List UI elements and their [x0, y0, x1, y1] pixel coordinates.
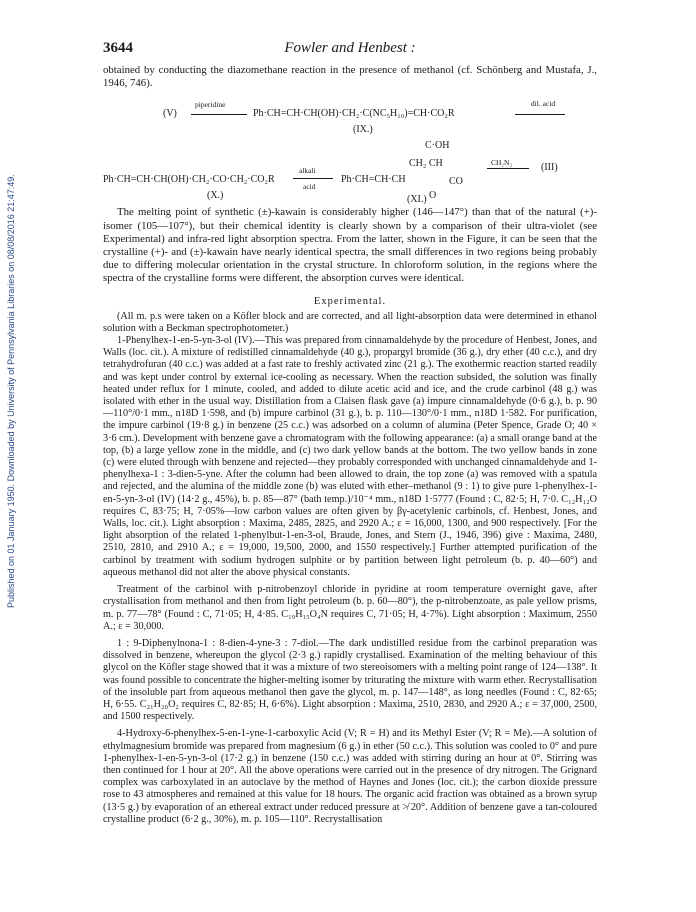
compound-v-label: (V)	[163, 108, 177, 120]
watermark-text: Published on 01 January 1950. Downloaded by University of Pennsylvania Libraries on 08/08/2016 21:47:49.	[6, 174, 16, 608]
reaction-scheme	[103, 96, 597, 206]
reagent-alkali: alkali	[299, 166, 316, 176]
compound-iii-label: (III)	[541, 162, 558, 174]
paragraph-carboxylic-acid: 4-Hydroxy-6-phenylhex-5-en-1-yne-1-carboxylic Acid (V; R = H) and its Methyl Ester (V; R = Me).—A solution of ethylmagnesium bromide was prepared from magnesium (6 g.) in ether (50 c.c.). This solution was cooled to 0° and pure 1-phenylhex-1-en-5-yn-3-ol (17·2 g.) in benzene (150 c.c.) was added with stirring during an hour at 0°. Stirring was then continued for 1 hour at 20°. All the above operations were carried out in the presence of dry nitrogen. The Grignard complex was carboxylated in an autoclave by the method of Haynes and Jones (loc. cit.); the carbon dioxide pressure rose to 43 atmospheres and remained at this value for 18 hours. The organic acid fraction was obtained as a brown syrup (13·5 g.) by evaporation of an ethereal extract under reduced pressure at ≯ 20°. Addition of benzene gave a tan-coloured crystalline product (6·2 g., 30%), m. p. 105—110°. Recrystallisation	[103, 728, 597, 825]
download-watermark	[4, 90, 18, 610]
experimental-note: (All m. p.s were taken on a Köfler block and are corrected, and all light-absorption data were determined in ethanol solution with a Beckman spectrophotometer.)	[103, 310, 597, 334]
section-heading-experimental: Experimental.	[313, 295, 387, 307]
paragraph-nitrobenzoate: Treatment of the carbinol with p-nitrobenzoyl chloride in pyridine at room temperature overnight gave, after crystallisation from methanol and then from light petroleum (b. p. 60—80°), the p-nitrobenzoate, as pale yellow prisms, m. p. 77—78° (Found : C, 71·05; H, 4·85. C₁₉H₁₅O₄N requires C, 71·05; H, 4·7%). Light absorption : Maximum, 2550 A.; ε = 30,000.	[103, 584, 597, 632]
formula-xi: Ph·CH=CH·CH	[341, 174, 406, 186]
reagent-ch2n2: CH₂N₂	[491, 158, 513, 168]
arrow-3	[293, 178, 333, 179]
page-number: 3644	[103, 40, 133, 56]
running-title: Fowler and Henbest :	[284, 40, 416, 56]
arrow-2	[515, 114, 565, 115]
kawain-paragraph: The melting point of synthetic (±)-kawain is considerably higher (146—147°) than that of the natural (+)-isomer (105—107°), but their chemical identity is clearly shown by a comparison of their ultra-violet (see Experimental) and infra-red light absorption spectra. From the latter, shown in the Figure, it can be seen that the crystalline (+)- and (±)-kawain have nearly identical spectra, the small differences in two regions being probably due to differing molecular orientation in the crystal structure. In chloroform solution, in the regions where the spectra of the crystalline forms were different, the absorption curves were identical.	[103, 206, 597, 285]
reagent-acid: acid	[303, 182, 316, 192]
compound-x-label: (X.)	[207, 190, 224, 202]
formula-ix: Ph·CH=CH·CH(OH)·CH₂·C(NC₅H₁₀)=CH·CO₂R	[253, 108, 455, 120]
arrow-1	[191, 114, 247, 115]
journal-page	[103, 40, 597, 826]
intro-paragraph: obtained by conducting the diazomethane reaction in the presence of methanol (cf. Schönberg and Mustafa, J., 1946, 746).	[103, 64, 597, 90]
reagent-piperidine: piperidine	[195, 100, 226, 110]
formula-coh: C·OH	[425, 140, 450, 152]
compound-xi-label: (XI.)	[407, 194, 427, 206]
paragraph-phenylhexenynol: 1-Phenylhex-1-en-5-yn-3-ol (IV).—This was prepared from cinnamaldehyde by the procedure of Henbest, Jones, and Walls (loc. cit.). A mixture of redistilled cinnamaldehyde (40 g.), propargyl bromide (36 g.), dry ether (40 c.c.), and dry tetrahydrofuran (40 c.c.) was added at a fast rate to freshly activated zinc (21 g.). The exothermic reaction started readily and was kept under control by external ice-cooling as necessary. When the reaction subsided, the solution was finally heated under reflux for 1 minute, cooled, and added to dilute acetic acid and ice, and the crude carbinol (48 g.) was isolated with ether in the usual way. Distillation from a Claisen flask gave (a) impure cinnamaldehyde (0·6 g.), b. p. 90—110°/0·1 mm., n18D 1·598, and (b) impure carbinol (31 g.), b. p. 110—130°/0·1 mm., n18D 1·582. For purification, the impure carbinol (19·8 g.) in benzene (25 c.c.) was adsorbed on a column of alumina (Peter Spence, Grade O; 40 × 3·6 cm.). Development with benzene gave a chromatogram with the following appearance: (a) a small orange band at the top, (b) a large yellow zone in the middle, and (c) two dark yellow bands at the bottom. The two yellow bands in zone (c) were eluted through with benzene and rejected—they probably corresponded with unchanged cinnamaldehyde and 1-phenylhexa-1 : 3-dien-5-yne. After the column had been allowed to drain, the top zone (a) was removed with a spatula and rejected, and the alumina of the middle zone (b) was eluted with ether–methanol (9 : 1) to give pure 1-phenylhex-1-en-5-yn-3-ol (IV) (14·2 g., 45%), b. p. 85—87° (bath temp.)/10⁻⁴ mm., n18D 1·5777 (Found : C, 82·5; H, 7·0. C₁₂H₁₂O requires C, 83·75; H, 7·05%—low carbon values are often given by βγ-acetylenic carbinols, cf. Henbest, Jones, and Walls, loc. cit.). Light absorption : Maxima, 2485, 2825, and 2920 A.; ε = 16,000, 1300, and 900 respectively. [For the light absorption of the related 1-phenylbut-1-en-3-ol, Braude, Jones, and Stern (J., 1946, 396) give : Maxima, 2480, 2510, 2810, and 2910 A.; ε = 19,000, 19,500, 2000, and 1550 respectively.] Further attempted purification of the carbinol by treatment with sodium hydrogen sulphite or by partition between light petroleum (b. p. 40—60°) and aqueous methanol did not alter the above physical constants.	[103, 335, 597, 578]
reagent-dil-acid: dil. acid	[530, 99, 556, 109]
formula-o: O	[429, 190, 437, 202]
formula-co: CO	[449, 176, 463, 188]
compound-ix-label: (IX.)	[353, 124, 373, 136]
formula-x: Ph·CH=CH·CH(OH)·CH₂·CO·CH₂·CO₂R	[103, 174, 275, 186]
arrow-4	[487, 168, 529, 169]
page-header	[103, 40, 597, 64]
formula-ch2-ch: CH₂ CH	[409, 158, 443, 170]
paragraph-diol: 1 : 9-Diphenylnona-1 : 8-dien-4-yne-3 : 7-diol.—The dark undistilled residue from the carbinol preparation was dissolved in benzene, whereupon the glycol (2·3 g.) rapidly crystallised. Examination of the melting behaviour of this glycol on the Köfler stage showed that it was a mixture of two stereoisomers with a melting point range of 124—138°. It was found possible to concentrate the higher-melting isomer by triturating the mixture with warm ether. Recrystallisation of the insoluble part from aqueous methanol then gave the glycol, m. p. 147—148°, as long needles (Found : C, 82·65; H, 6·55. C₂₁H₂₀O₂ requires C, 82·85; H, 6·6%). Light absorption : Maxima, 2510, 2830, and 2920 A.; ε = 37,000, 2500, and 1500 respectively.	[103, 637, 597, 723]
